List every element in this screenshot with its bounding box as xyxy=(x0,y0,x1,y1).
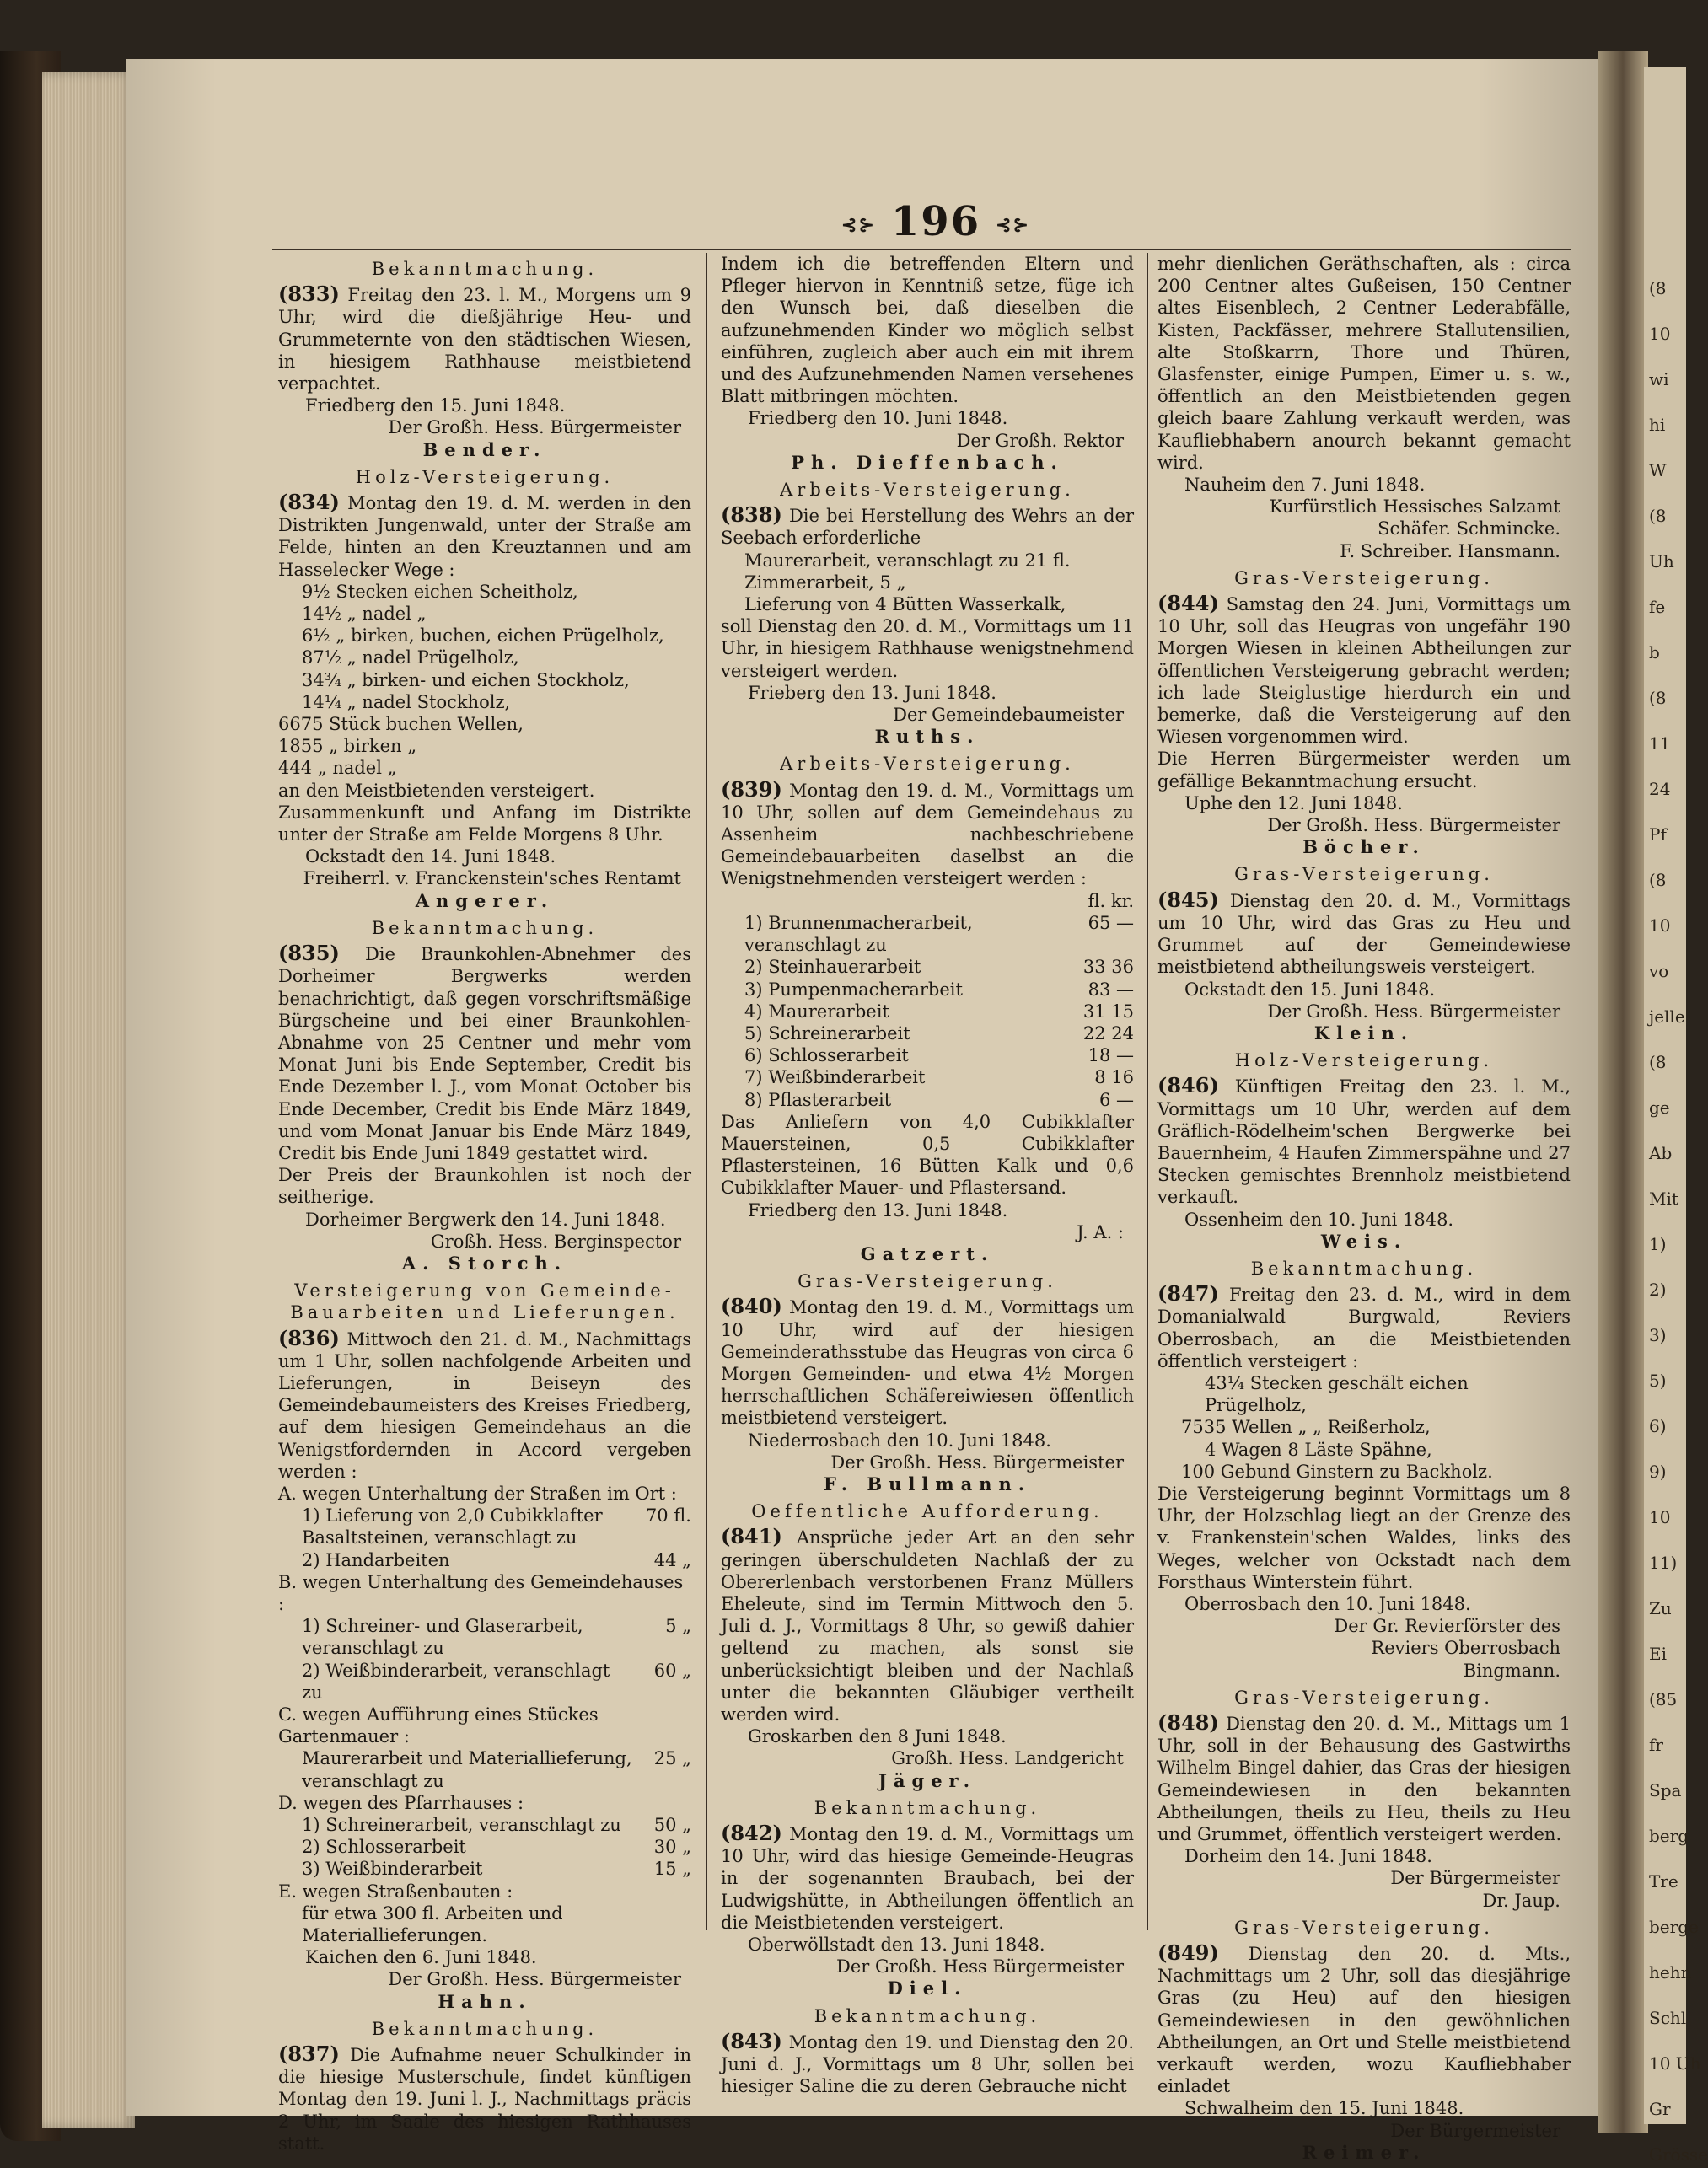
signature-name: Angerer. xyxy=(415,889,555,911)
notice-title: Gras-Versteigerung. xyxy=(798,1271,1057,1292)
notice-title: Bekanntmachung. xyxy=(814,2005,1041,2026)
notice-number: (845) xyxy=(1157,887,1219,912)
price-row xyxy=(278,1615,691,1659)
right-page-text-fragment: 2) xyxy=(1649,1280,1667,1300)
ornament-right-icon: ⊰⊱ xyxy=(996,213,1030,236)
list-line: Maurerarbeit, veranschlagt zu 21 fl. xyxy=(744,550,1071,571)
notice-paragraph xyxy=(278,1325,691,1483)
column-divider xyxy=(1147,253,1148,1930)
right-page-text-fragment: (8 xyxy=(1649,870,1667,890)
paragraph-text: Montag den 19. d. M. werden in den Distrikten Jungenwald, unter der Straße am Felde, hinten an den Kreuztannen und am Hasselecker Wege : xyxy=(278,493,691,580)
notice-number: (834) xyxy=(278,490,340,515)
paragraph-text: Dienstag den 20. d. M., Mittags um 1 Uhr, soll in der Behausung des Gastwirths Wilhelm Bingel dahier, das Gras der hiesigen Gemeindewiesen in den bekannten Abtheilungen, theils zu Heu, theils zu Heu und Grummet, öffentlich versteigert werden. xyxy=(1157,1714,1571,1845)
notice-title: Bekanntmachung. xyxy=(371,917,599,938)
signature-name: Diel. xyxy=(887,1977,968,1999)
price-row xyxy=(278,1814,691,1836)
price-item: 7) Weißbinderarbeit xyxy=(744,1067,926,1088)
text-line: 1855 „ birken „ xyxy=(278,736,417,757)
price-amount: 5 „ xyxy=(665,1616,691,1637)
right-page-text-fragment: ge xyxy=(1649,1097,1670,1118)
notice-number: (841) xyxy=(721,1524,782,1549)
notice-paragraph xyxy=(721,1526,1134,1725)
place-date: Ockstadt den 14. Juni 1848. xyxy=(305,846,556,867)
place-date: Kaichen den 6. Juni 1848. xyxy=(305,1947,537,1968)
price-amount: 70 fl. xyxy=(645,1505,691,1527)
price-row xyxy=(278,1858,691,1880)
place-date: Friedberg den 15. Juni 1848. xyxy=(305,395,566,416)
text-line: 6675 Stück buchen Wellen, xyxy=(278,714,524,735)
place-date: Friedberg den 10. Juni 1848. xyxy=(748,408,1008,429)
price-amount: 60 „ xyxy=(653,1660,691,1681)
page-number: 196 xyxy=(890,198,981,245)
price-item: 1) Schreiner- und Glaserarbeit, veranschlagt zu xyxy=(302,1616,583,1659)
place-date: Frieberg den 13. Juni 1848. xyxy=(748,682,996,703)
paragraph-text: Die Herren Bürgermeister werden um gefällige Bekanntmachung ersucht. xyxy=(1157,749,1571,792)
price-item: 3) Weißbinderarbeit xyxy=(302,1859,483,1880)
right-page-text-fragment: 10 xyxy=(1649,915,1671,936)
price-item: 5) Schreinerarbeit xyxy=(744,1022,910,1044)
place-date: Dorheimer Bergwerk den 14. Juni 1848. xyxy=(305,1209,666,1230)
price-item: 2) Weißbinderarbeit, veranschlagt zu xyxy=(302,1660,610,1703)
price-row xyxy=(278,1549,691,1571)
price-row xyxy=(721,956,1134,978)
price-item: Maurerarbeit und Materiallieferung, veranschlagt zu xyxy=(302,1748,632,1791)
place-date: Dorheim den 14. Juni 1848. xyxy=(1184,1846,1432,1867)
signature-line: Schäfer. Schmincke. xyxy=(1378,518,1560,539)
paragraph-text: Die Versteigerung beginnt Vormittags um 8 Uhr, der Holzschlag liegt an der Grenze des v. Frankenstein'schen Waldes, links des Weges, welcher von Ockstadt nach dem Forsthaus Winterstein führt. xyxy=(1157,1483,1571,1592)
price-amount: 50 „ xyxy=(653,1815,691,1836)
list-line: 7535 Wellen „ „ Reißerholz, xyxy=(1181,1417,1431,1438)
price-item: 1) Schreinerarbeit, veranschlagt zu xyxy=(302,1815,621,1836)
notice-number: (835) xyxy=(278,941,340,966)
right-page-text-fragment: 5) xyxy=(1649,1371,1667,1391)
list-line: 4 Wagen 8 Läste Spähne, xyxy=(1205,1439,1432,1460)
notice-paragraph xyxy=(278,283,691,394)
signature-line: Großh. Hess. Landgericht xyxy=(891,1748,1124,1769)
price-item: 4) Maurerarbeit xyxy=(744,1001,889,1022)
notice-paragraph xyxy=(721,1296,1134,1429)
right-page-text-fragment: b xyxy=(1649,642,1660,663)
signature-name: A. Storch. xyxy=(401,1252,568,1274)
list-line: 14½ „ nadel „ xyxy=(302,604,427,625)
paragraph-text: Künftigen Freitag den 23. l. M., Vormittags um 10 Uhr, werden auf dem Gräflich-Rödelheim'schen Bergwerke bei Bauernheim, 4 Haufen Zimmerspähne und 27 Stecken gemischtes Brennholz meistbietend verkauft. xyxy=(1157,1076,1571,1208)
right-page-text-fragment: (85 xyxy=(1649,1689,1678,1709)
notice-number: (839) xyxy=(721,776,782,802)
place-date: Oberrosbach den 10. Juni 1848. xyxy=(1184,1593,1471,1614)
notice-title: Bekanntmachung. xyxy=(814,1797,1041,1818)
right-page-text-fragment: fr xyxy=(1649,1735,1663,1755)
price-row xyxy=(278,1747,691,1791)
notice-number: (837) xyxy=(278,2042,340,2067)
notice-paragraph xyxy=(278,942,691,1164)
list-line: 87½ „ nadel Prügelholz, xyxy=(302,647,519,668)
right-page-text-fragment: Schl xyxy=(1649,2008,1687,2028)
signature-line: Der Gemeindebaumeister xyxy=(893,705,1124,726)
signature-line: F. Schreiber. Hansmann. xyxy=(1340,540,1560,561)
price-row xyxy=(721,1089,1134,1111)
signature-line: Dr. Jaup. xyxy=(1482,1890,1560,1911)
signature-name: Reimer. xyxy=(1302,2141,1426,2163)
paragraph-text: soll Dienstag den 20. d. M., Vormittags um 11 Uhr, in hiesigem Rathhause wenigstnehmend versteigert werden. xyxy=(721,616,1134,681)
signature-line: Freiherrl. v. Franckenstein'sches Rentamt xyxy=(303,868,681,889)
paragraph-text: Mittwoch den 21. d. M., Nachmittags um 1 Uhr, sollen nachfolgende Arbeiten und Lieferungen, in Beiseyn des Gemeindebaumeisters des Kreises Friedberg, auf dem hiesigen Gemeindehaus an die Wenigstfordernden in Accord vergeben werden : xyxy=(278,1328,691,1482)
price-amount: 6 — xyxy=(1098,1089,1134,1110)
price-amount: 83 — xyxy=(1088,979,1134,1000)
right-page-text-fragment: Pf xyxy=(1649,824,1667,845)
column-divider xyxy=(706,253,707,1930)
notice-paragraph xyxy=(1157,1075,1571,1208)
paragraph-text: Ansprüche jeder Art an den sehr geringen überschuldeten Nachlaß der zu Obererlenbach verstorbenen Franz Müllers Eheleute, sind im Termin Mittwoch den 5. Juli d. J., Vormittags 8 Uhr, so gewiß dahier geltend zu machen, als sonst sie unberücksichtigt bleiben und der Nachlaß unter die bekannten Gläubiger vertheilt werden wird. xyxy=(721,1527,1134,1725)
column-left xyxy=(278,253,691,2155)
notice-paragraph xyxy=(721,2028,1134,2098)
notice-number: (836) xyxy=(278,1325,340,1350)
paragraph-text: Die Aufnahme neuer Schulkinder in die hiesige Musterschule, findet künftigen Montag den 19. Juni l. J., Nachmittags präcis 2 Uhr, im Saale des hiesigen Rathhauses statt. xyxy=(278,2045,691,2154)
notice-paragraph xyxy=(721,504,1134,549)
notice-title: Bekanntmachung. xyxy=(371,259,599,279)
list-line: 14¼ „ nadel Stockholz, xyxy=(302,691,511,712)
price-row xyxy=(721,1066,1134,1088)
place-date: Niederrosbach den 10. Juni 1848. xyxy=(748,1430,1051,1451)
price-item: 3) Pumpenmacherarbeit xyxy=(744,979,963,1000)
right-page-text-fragment: 24 xyxy=(1649,779,1671,799)
notice-number: (844) xyxy=(1157,591,1219,616)
signature-name: Jäger. xyxy=(878,1769,977,1791)
right-page-fragment xyxy=(1644,67,1708,2165)
notice-number: (849) xyxy=(1157,1940,1219,1966)
notice-paragraph xyxy=(721,776,1134,890)
notice-paragraph xyxy=(1157,748,1571,792)
signature-line: Der Gr. Revierförster des xyxy=(1334,1616,1560,1637)
right-page-text-fragment: 10 xyxy=(1649,324,1671,344)
right-page-text-fragment: Tre xyxy=(1649,1871,1678,1892)
price-amount: 33 36 xyxy=(1082,957,1134,978)
right-page-text-fragment: fe xyxy=(1649,597,1666,617)
notice-number: (833) xyxy=(278,282,340,307)
price-amount: fl. kr. xyxy=(1088,890,1134,911)
price-item: 2) Steinhauerarbeit xyxy=(744,957,921,978)
list-line: 6½ „ birken, buchen, eichen Prügelholz, xyxy=(302,625,664,647)
paragraph-text: Der Preis der Braunkohlen ist noch der seitherige. xyxy=(278,1165,691,1208)
paragraph-text: Dienstag den 20. d. M., Vormittags um 10 Uhr, wird das Gras zu Heu und Grummet auf der Gemeindewiese meistbietend abtheilungsweis versteigert. xyxy=(1157,890,1571,978)
paragraph-text: Montag den 19. d. M., Vormittags um 10 Uhr, wird das hiesige Gemeinde-Heugras in der sogenannten Braubach, bei der Ludwigshütte, in Abtheilungen öffentlich an die Meistbietenden versteigert. xyxy=(721,1824,1134,1933)
notice-number: (846) xyxy=(1157,1073,1219,1098)
paragraph-text: Freitag den 23. l. M., Morgens um 9 Uhr, wird die dießjährige Heu- und Grummeternte von den städtischen Wiesen, in hiesigem Rathhause meistbietend verpachtet. xyxy=(278,285,691,394)
place-date: Ockstadt den 15. Juni 1848. xyxy=(1184,979,1436,1000)
paragraph-text: Montag den 19. d. M., Vormittags um 10 Uhr, sollen auf dem Gemeindehaus zu Assenheim nachbeschriebene Gemeindebauarbeiten daselbst an die Wenigstnehmenden versteigert werden : xyxy=(721,780,1134,889)
column-right xyxy=(1157,253,1571,2164)
notice-title: Gras-Versteigerung. xyxy=(1234,1917,1494,1938)
right-page-text-fragment: wi xyxy=(1649,369,1669,389)
paragraph-text: Freitag den 23. d. M., wird in dem Domanialwald Burgwald, Reviers Oberrosbach, an die Meistbietenden öffentlich versteigert : xyxy=(1157,1285,1571,1371)
notice-number: (843) xyxy=(721,2028,782,2053)
place-date: Uphe den 12. Juni 1848. xyxy=(1184,792,1403,813)
right-page-text-fragment: 10 xyxy=(1649,1507,1671,1527)
right-page-text-fragment: hehn xyxy=(1649,1962,1692,1983)
paragraph-text: Das Anliefern von 4,0 Cubikklafter Mauersteinen, 0,5 Cubikklafter Pflastersteinen, 16 Bütten Kalk und 0,6 Cubikklafter Mauer- und Pflastersand. xyxy=(721,1111,1134,1199)
right-page-text-fragment: vo xyxy=(1649,961,1669,981)
price-row xyxy=(721,1022,1134,1044)
price-amount: 18 — xyxy=(1088,1045,1134,1066)
notice-paragraph xyxy=(1157,1483,1571,1593)
paragraph-text: Samstag den 24. Juni, Vormittags um 10 Uhr, soll das Heugras von ungefähr 190 Morgen Wiesen in kleinen Abtheilungen zur öffentlichen Versteigerung gebracht werden; ich lade Steiglustige hierdurch ein und bemerke, daß die Versteigerung auf den Wiesen vorgenommen wird. xyxy=(1157,594,1571,748)
paragraph-text: Die Braunkohlen-Abnehmer des Dorheimer Bergwerks werden benachrichtigt, daß gegen vorschriftsmäßige Bürgscheine und bei einer Braunkohlen-Abnahme von 25 Centner und mehr vom Monat Juni bis Ende September, Credit bis Ende Dezember l. J., vom Monat October bis Ende December, Credit bis Ende März 1849, und vom Monat Januar bis Ende März 1849, Credit bis Ende Juni 1849 gestattet wird. xyxy=(278,944,691,1163)
right-page-text-fragment: Zu xyxy=(1649,1598,1672,1618)
notice-number: (842) xyxy=(721,1821,782,1846)
right-page-text-fragment: hi xyxy=(1649,415,1666,435)
list-line: 43¼ Stecken geschält eichen Prügelholz, xyxy=(1205,1372,1469,1416)
notice-title: Gras-Versteigerung. xyxy=(1234,567,1494,588)
price-amount: 44 „ xyxy=(653,1549,691,1570)
right-page-text-fragment: jelle xyxy=(1649,1006,1685,1027)
place-date: Nauheim den 7. Juni 1848. xyxy=(1184,475,1426,496)
signature-name: F. Bullmann. xyxy=(823,1473,1032,1495)
list-line: 9½ Stecken eichen Scheitholz, xyxy=(302,581,578,602)
text-line: E. wegen Straßenbauten : xyxy=(278,1881,513,1902)
page-stack-edge xyxy=(42,72,135,2128)
list-line: Zimmerarbeit, 5 „ xyxy=(744,572,906,593)
notice-paragraph xyxy=(1157,1712,1571,1845)
price-amount: 15 „ xyxy=(653,1859,691,1880)
right-page-text-fragment: 6) xyxy=(1649,1416,1667,1436)
notice-title: Arbeits-Versteigerung. xyxy=(780,754,1075,775)
text-line: B. wegen Unterhaltung des Gemeindehauses : xyxy=(278,1571,684,1614)
price-amount: 8 16 xyxy=(1094,1067,1134,1088)
list-line: 100 Gebund Ginstern zu Backholz. xyxy=(1181,1461,1493,1482)
right-page-text-fragment: Grösse xyxy=(1649,2144,1708,2165)
price-item: 2) Handarbeiten xyxy=(302,1549,450,1570)
right-page-text-fragment: 11) xyxy=(1649,1553,1678,1573)
price-item: 6) Schlosserarbeit xyxy=(744,1045,909,1066)
right-page-text-fragment: 9) xyxy=(1649,1462,1667,1482)
price-item: 1) Brunnenmacherarbeit, veranschlagt zu xyxy=(744,912,973,956)
right-page-text-fragment: 1) xyxy=(1649,1234,1667,1254)
notice-paragraph xyxy=(1157,253,1571,474)
signature-line: Der Großh. Hess. Bürgermeister xyxy=(830,1452,1124,1473)
notice-title: Gras-Versteigerung. xyxy=(1234,864,1494,885)
notice-paragraph xyxy=(721,615,1134,682)
paragraph-text: Indem ich die betreffenden Eltern und Pfleger hiervon in Kenntniß setze, füge ich den Wunsch bei, daß dieselben die aufzunehmenden Kinder wo möglich selbst einführen, zugleich aber auch ein mit ihrem und des Aufzunehmenden Namen versehenes Blatt mitbringen möchten. xyxy=(721,254,1134,407)
right-page-text-fragment: Uh xyxy=(1649,551,1674,572)
price-amount: 65 — xyxy=(1088,912,1134,933)
price-item: 8) Pflasterarbeit xyxy=(744,1089,892,1110)
page-header xyxy=(809,198,1062,245)
notice-paragraph xyxy=(721,1822,1134,1934)
book-gutter xyxy=(1598,51,1648,2133)
paragraph-text: mehr dienlichen Geräthschaften, als : circa 200 Centner altes Gußeisen, 150 Centner altes Eisenblech, 2 Centner Lederabfälle, Kisten, Packfässer, mehrere Stallutensilien, alte Stoßkarrn, Thore und Thüren, Glasfenster, einige Pumpen, Eimer u. s. w., öffentlich an den Meistbietenden gegen gleich baare Zahlung verkauft werden, was Kaufliebhabern anourch bekannt gemacht wird. xyxy=(1157,254,1571,473)
right-page-text-fragment: 3) xyxy=(1649,1325,1667,1345)
paragraph-text: Montag den 19. und Dienstag den 20. Juni d. J., Vormittags um 8 Uhr, sollen bei hiesiger Saline die zu deren Gebrauche nicht xyxy=(721,2031,1134,2097)
signature-line: J. A. : xyxy=(1077,1221,1124,1242)
notice-title: Holz-Versteigerung. xyxy=(1234,1050,1494,1071)
text-line: D. wegen des Pfarrhauses : xyxy=(278,1792,524,1813)
right-page-text-fragment: Spa xyxy=(1649,1780,1682,1800)
place-date: Ossenheim den 10. Juni 1848. xyxy=(1184,1209,1454,1230)
right-page-text-fragment: Gr xyxy=(1649,2099,1671,2119)
price-row xyxy=(721,912,1134,956)
notice-paragraph xyxy=(278,2043,691,2155)
signature-line: Der Großh. Hess. Bürgermeister xyxy=(1267,1001,1560,1022)
price-row xyxy=(278,1660,691,1704)
signature-line: Bingmann. xyxy=(1463,1660,1560,1681)
signature-name: Hahn. xyxy=(438,1990,532,2012)
right-page-text-fragment: berge xyxy=(1649,1917,1699,1937)
signature-name: Bender. xyxy=(422,438,547,460)
price-row xyxy=(721,890,1134,912)
signature-line: Der Großh. Rektor xyxy=(956,430,1124,451)
notice-paragraph xyxy=(278,491,691,581)
signature-name: Ruths. xyxy=(874,726,980,748)
signature-name: Weis. xyxy=(1320,1230,1408,1252)
notice-paragraph xyxy=(1157,1283,1571,1372)
list-line: für etwa 300 fl. Arbeiten und Materiallieferungen. xyxy=(302,1902,563,1946)
place-date: Schwalheim den 15. Juni 1848. xyxy=(1184,2098,1464,2119)
price-amount: 25 „ xyxy=(653,1748,691,1769)
notice-title: Oeffentliche Aufforderung. xyxy=(751,1501,1104,1522)
signature-name: Gatzert. xyxy=(860,1242,995,1264)
paragraph-text: Die bei Herstellung des Wehrs an der Seebach erforderliche xyxy=(721,506,1134,549)
notice-paragraph xyxy=(1157,889,1571,979)
notice-title: Holz-Versteigerung. xyxy=(355,466,615,487)
signature-name: Ph. Dieffenbach. xyxy=(791,451,1064,473)
notice-title: Bekanntmachung. xyxy=(1250,1258,1478,1279)
notice-number: (840) xyxy=(721,1294,782,1319)
price-row xyxy=(721,1044,1134,1066)
price-row xyxy=(278,1505,691,1548)
notice-paragraph xyxy=(278,802,691,845)
place-date: Oberwöllstadt den 13. Juni 1848. xyxy=(748,1935,1045,1956)
price-row xyxy=(721,979,1134,1001)
column-middle xyxy=(721,253,1134,2097)
notice-paragraph xyxy=(1157,1942,1571,2097)
place-date: Friedberg den 13. Juni 1848. xyxy=(748,1199,1008,1221)
signature-line: Kurfürstlich Hessisches Salzamt xyxy=(1269,496,1560,518)
notice-title: Versteigerung von Gemeinde-Bauarbeiten und Lieferungen. xyxy=(290,1280,679,1323)
right-page-text-fragment: 10 Uh xyxy=(1649,2053,1701,2074)
right-page-text-fragment: (8 xyxy=(1649,506,1667,526)
notice-title: Gras-Versteigerung. xyxy=(1234,1687,1494,1708)
notice-paragraph xyxy=(1157,593,1571,748)
notice-number: (847) xyxy=(1157,1281,1219,1307)
ornament-left-icon: ⊰⊱ xyxy=(841,213,876,236)
signature-line: Der Großh. Hess Bürgermeister xyxy=(836,1956,1124,1977)
price-row xyxy=(721,1001,1134,1022)
right-page-text-fragment: (8 xyxy=(1649,688,1667,708)
signature-line: Reviers Oberrosbach xyxy=(1371,1638,1560,1659)
right-page-text-fragment: Mit xyxy=(1649,1189,1678,1209)
paragraph-text: Zusammenkunft und Anfang im Distrikte unter der Straße am Felde Morgens 8 Uhr. xyxy=(278,802,691,845)
price-item: 1) Lieferung von 2,0 Cubikklafter Basaltsteinen, veranschlagt zu xyxy=(302,1505,603,1548)
text-line: C. wegen Aufführung eines Stückes Gartenmauer : xyxy=(278,1704,599,1747)
right-page-text-fragment: 11 xyxy=(1649,733,1671,754)
place-date: Groskarben den 8 Juni 1848. xyxy=(748,1726,1007,1747)
signature-line: Der Großh. Hess. Bürgermeister xyxy=(388,1969,681,1990)
list-line: Lieferung von 4 Bütten Wasserkalk, xyxy=(744,594,1066,615)
list-line: 34¾ „ birken- und eichen Stockholz, xyxy=(302,669,630,690)
price-amount: 30 „ xyxy=(653,1837,691,1858)
notice-paragraph xyxy=(721,253,1134,407)
right-page-text-fragment: W xyxy=(1649,460,1667,480)
header-rule xyxy=(272,249,1571,250)
notice-number: (838) xyxy=(721,502,782,528)
notice-title: Bekanntmachung. xyxy=(371,2018,599,2039)
text-line: 444 „ nadel „ xyxy=(278,758,397,779)
right-page-text-fragment: (8 xyxy=(1649,1052,1667,1072)
signature-name: Böcher. xyxy=(1302,836,1426,858)
paragraph-text: Dienstag den 20. d. Mts., Nachmittags um 2 Uhr, soll das diesjährige Gras (zu Heu) auf den hiesigen Gemeindewiesen in den gewöhnlichen Abtheilungen, an Ort und Stelle meistbietend verkauft werden, wozu Kaufliebhaber einladet xyxy=(1157,1944,1571,2097)
notice-paragraph xyxy=(721,1111,1134,1199)
signature-name: Klein. xyxy=(1313,1022,1415,1044)
text-line: A. wegen Unterhaltung der Straßen im Ort : xyxy=(278,1483,677,1504)
text-line: an den Meistbietenden versteigert. xyxy=(278,780,595,801)
signature-line: Der Bürgermeister xyxy=(1390,1868,1560,1889)
price-amount: 31 15 xyxy=(1082,1001,1134,1022)
signature-line: Der Bürgermeister xyxy=(1390,2120,1560,2141)
right-page-text-fragment: Ab xyxy=(1649,1143,1673,1163)
signature-line: Großh. Hess. Berginspector xyxy=(430,1231,681,1252)
right-page-text-fragment: (8 xyxy=(1649,278,1667,298)
right-page-text-fragment: berg xyxy=(1649,1826,1689,1846)
notice-title: Arbeits-Versteigerung. xyxy=(780,480,1075,501)
right-page-text-fragment: Ei xyxy=(1649,1644,1667,1664)
signature-line: Der Großh. Hess. Bürgermeister xyxy=(388,417,681,438)
notice-number: (848) xyxy=(1157,1710,1219,1735)
signature-line: Der Großh. Hess. Bürgermeister xyxy=(1267,815,1560,836)
price-item: 2) Schlosserarbeit xyxy=(302,1837,466,1858)
notice-paragraph xyxy=(278,1164,691,1208)
paragraph-text: Montag den 19. d. M., Vormittags um 10 Uhr, wird auf der hiesigen Gemeinderathsstube das Heugras von circa 6 Morgen Gemeinden- und etwa 4½ Morgen herrschaftlichen Schäfereiwiesen öffentlich meistbietend versteigert. xyxy=(721,1297,1134,1429)
price-amount: 22 24 xyxy=(1082,1022,1134,1044)
price-row xyxy=(278,1836,691,1858)
